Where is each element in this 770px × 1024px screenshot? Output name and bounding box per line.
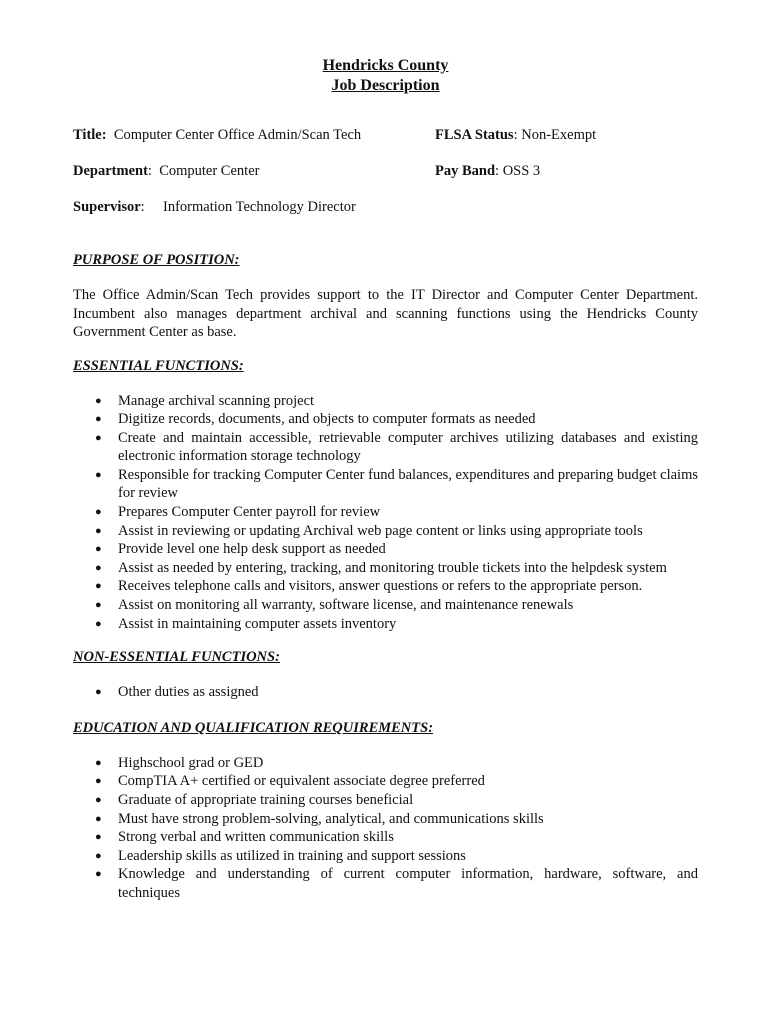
document-title: Job Description — [331, 77, 440, 94]
list-item — [73, 429, 698, 466]
non-essential-functions-list — [73, 683, 698, 702]
bullet-icon: ● — [95, 686, 102, 699]
list-item — [73, 615, 698, 634]
list-item-text: Leadership skills as utilized in training and support sessions — [118, 847, 466, 864]
bullet-icon: ● — [95, 599, 102, 612]
list-item — [73, 754, 698, 773]
flsa-status-label: FLSA Status — [435, 127, 514, 143]
list-item — [73, 522, 698, 541]
list-item — [73, 683, 698, 702]
title-row — [73, 126, 698, 144]
list-item — [73, 392, 698, 411]
list-item-text: Must have strong problem-solving, analytical, and communications skills — [118, 810, 544, 827]
supervisor-label: Supervisor — [73, 199, 141, 215]
pay-band-value: OSS 3 — [502, 163, 541, 179]
bullet-icon: ● — [95, 468, 102, 481]
list-item — [73, 540, 698, 559]
list-item-text: CompTIA A+ certified or equivalent associate degree preferred — [118, 773, 485, 790]
department-field: Department: Computer Center — [73, 163, 260, 179]
bullet-icon: ● — [95, 561, 102, 574]
bullet-icon: ● — [95, 506, 102, 519]
list-item — [73, 828, 698, 847]
list-item-text: Manage archival scanning project — [118, 392, 315, 409]
bullet-icon: ● — [95, 775, 102, 788]
document-page — [73, 56, 698, 903]
bullet-icon: ● — [95, 756, 102, 769]
list-item-text: Prepares Computer Center payroll for review — [118, 504, 381, 521]
list-item-text: Digitize records, documents, and objects to computer formats as needed — [118, 411, 536, 428]
bullet-icon: ● — [95, 394, 102, 407]
essential-functions-heading: ESSENTIAL FUNCTIONS: — [73, 357, 244, 374]
purpose-text: The Office Admin/Scan Tech provides support to the IT Director and Computer Center Department. Incumbent also manages department archival and scanning functions using the Hendricks County Government Center as base. — [73, 287, 698, 340]
list-item — [73, 577, 698, 596]
bullet-icon: ● — [95, 413, 102, 426]
education-heading: EDUCATION AND QUALIFICATION REQUIREMENTS: — [73, 719, 434, 736]
list-item-text: Assist as needed by entering, tracking, and monitoring trouble tickets into the helpdesk system — [118, 559, 667, 576]
list-item-text: Provide level one help desk support as needed — [118, 541, 386, 558]
education-requirements-list — [73, 754, 698, 903]
bullet-icon: ● — [95, 812, 102, 825]
list-item-text: Receives telephone calls and visitors, answer questions or refers to the appropriate person. — [118, 578, 643, 595]
list-item — [73, 772, 698, 791]
list-item — [73, 596, 698, 615]
list-item — [73, 810, 698, 829]
list-item — [73, 791, 698, 810]
list-item — [73, 847, 698, 866]
list-item — [73, 466, 698, 503]
list-item — [73, 559, 698, 578]
list-item-text: Assist in reviewing or updating Archival web page content or links using appropriate tools — [118, 522, 643, 539]
department-label: Department — [73, 163, 148, 179]
bullet-icon: ● — [95, 868, 102, 881]
bullet-icon: ● — [95, 580, 102, 593]
department-row — [73, 162, 698, 180]
pay-band-field: Pay Band: OSS 3 — [435, 163, 541, 179]
bullet-icon: ● — [95, 617, 102, 630]
supervisor-value: Information Technology Director — [163, 199, 356, 215]
bullet-icon: ● — [95, 794, 102, 806]
list-item-text: Strong verbal and written communication skills — [118, 829, 394, 846]
job-title-label: Title — [73, 127, 102, 143]
list-item — [73, 503, 698, 522]
pay-band-label: Pay Band — [435, 163, 496, 179]
bullet-icon: ● — [95, 431, 102, 444]
list-item-text: Other duties as assigned — [118, 684, 259, 701]
list-item-text: Assist in maintaining computer assets inventory — [118, 615, 397, 632]
list-item-text: Create and maintain accessible, retrievable computer archives utilizing databases and existing electronic information storage technology — [118, 429, 698, 465]
list-item-text: Highschool grad or GED — [118, 754, 264, 771]
non-essential-functions-heading: NON-ESSENTIAL FUNCTIONS: — [73, 649, 280, 666]
bullet-icon: ● — [95, 849, 102, 862]
bullet-icon: ● — [95, 543, 102, 556]
purpose-heading: PURPOSE OF POSITION: — [73, 252, 240, 268]
flsa-status-value: Non-Exempt — [521, 127, 597, 143]
department-value: Computer Center — [159, 163, 260, 179]
supervisor-row — [73, 198, 698, 216]
list-item — [73, 865, 698, 902]
supervisor-field: Supervisor: — [73, 199, 145, 215]
bullet-icon: ● — [95, 831, 102, 844]
essential-functions-list — [73, 392, 698, 634]
list-item — [73, 410, 698, 429]
county-title: Hendricks County — [322, 57, 449, 74]
list-item-text: Assist on monitoring all warranty, software license, and maintenance renewals — [118, 597, 574, 614]
job-title-value: Computer Center Office Admin/Scan Tech — [113, 127, 362, 143]
list-item-text: Graduate of appropriate training courses beneficial — [118, 792, 414, 808]
bullet-icon: ● — [95, 524, 102, 537]
list-item-text: Responsible for tracking Computer Center fund balances, expenditures and preparing budget claims for review — [118, 466, 698, 502]
job-title-field: Title: Computer Center Office Admin/Scan Tech — [73, 127, 362, 143]
list-item-text: Knowledge and understanding of current computer information, hardware, software, and techniques — [118, 866, 698, 901]
flsa-status-field: FLSA Status: Non-Exempt — [435, 127, 597, 143]
